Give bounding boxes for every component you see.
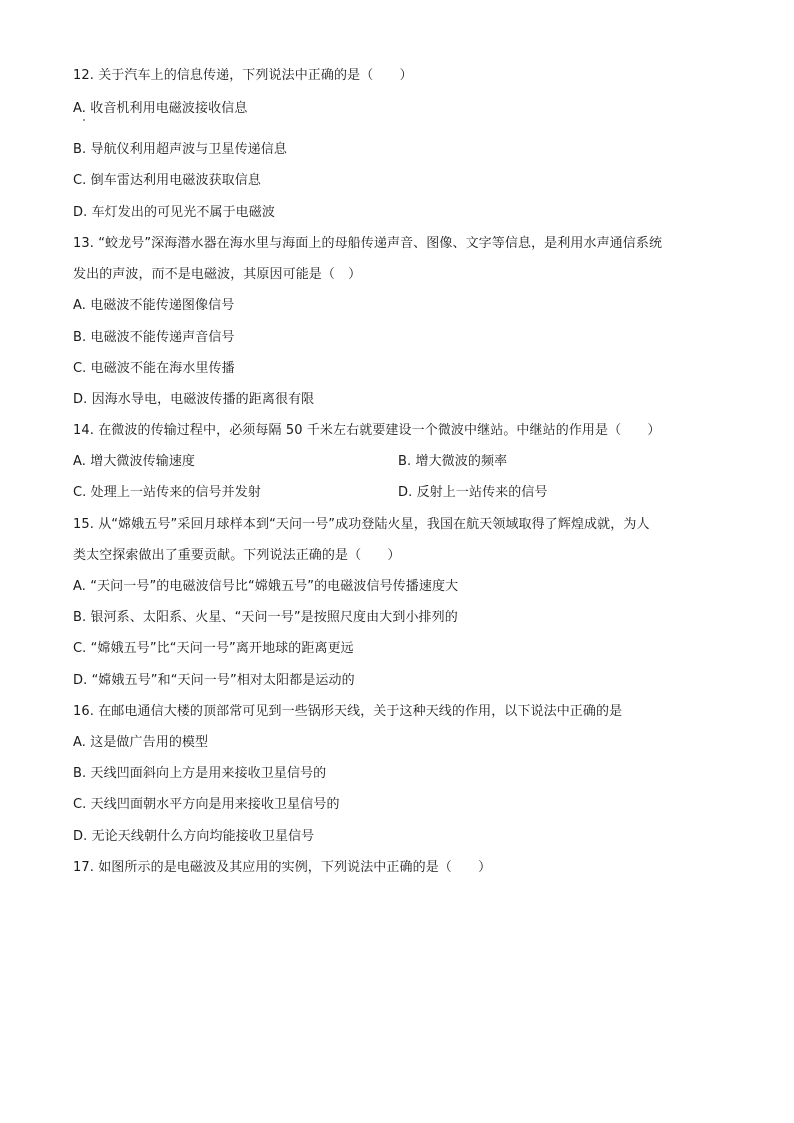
question-15-stem-line-1: 15. 从“嫦娥五号”采回月球样本到“天问一号”成功登陆火星，我国在航天领域取得了辉煌成就，为人 (73, 517, 650, 532)
question-12-option-d: D. 车灯发出的可见光不属于电磁波 (73, 205, 275, 220)
question-15-stem-line-2: 类太空探索做出了重要贡献。下列说法正确的是（ ） (73, 548, 401, 563)
question-14-option-b: B. 增大微波的频率 (398, 454, 508, 469)
stray-dot (83, 119, 85, 121)
question-14-option-c: C. 处理上一站传来的信号并发射 (73, 485, 261, 500)
question-12-option-c: C. 倒车雷达利用电磁波获取信息 (73, 173, 261, 188)
question-13-option-d: D. 因海水导电，电磁波传播的距离很有限 (73, 392, 315, 407)
question-14-option-d: D. 反射上一站传来的信号 (398, 485, 548, 500)
question-15-option-c: C. “嫦娥五号”比“天问一号”离开地球的距离更远 (73, 641, 354, 656)
question-12-option-b: B. 导航仪利用超声波与卫星传递信息 (73, 142, 287, 157)
question-16-option-a: A. 这是做广告用的模型 (73, 735, 209, 750)
question-16-stem: 16. 在邮电通信大楼的顶部常可见到一些锅形天线，关于这种天线的作用，以下说法中正确的是 (73, 704, 623, 719)
question-13-option-b: B. 电磁波不能传递声音信号 (73, 330, 235, 345)
question-15-option-a: A. “天问一号”的电磁波信号比“嫦娥五号”的电磁波信号传播速度大 (73, 579, 459, 594)
question-17-stem: 17. 如图所示的是电磁波及其应用的实例，下列说法中正确的是（ ） (73, 860, 492, 875)
question-13-option-c: C. 电磁波不能在海水里传播 (73, 361, 235, 376)
question-13-stem-line-2: 发出的声波，而不是电磁波，其原因可能是（ ） (73, 267, 362, 282)
question-16-option-b: B. 天线凹面斜向上方是用来接收卫星信号的 (73, 766, 327, 781)
question-13-stem-line-1: 13. “蛟龙号”深海潜水器在海水里与海面上的母船传递声音、图像、文字等信息，是利用水声通信系统 (73, 236, 663, 251)
question-12-stem: 12. 关于汽车上的信息传递，下列说法中正确的是（ ） (73, 68, 413, 83)
question-16-option-d: D. 无论天线朝什么方向均能接收卫星信号 (73, 829, 315, 844)
question-13-option-a: A. 电磁波不能传递图像信号 (73, 298, 235, 313)
question-14-stem: 14. 在微波的传输过程中，必须每隔 50 千米左右就要建设一个微波中继站。中继站的作用是（ ） (73, 423, 661, 438)
question-14-option-a: A. 增大微波传输速度 (73, 454, 196, 469)
question-12-option-a: A. 收音机利用电磁波接收信息 (73, 101, 248, 116)
question-16-option-c: C. 天线凹面朝水平方向是用来接收卫星信号的 (73, 797, 340, 812)
question-15-option-b: B. 银河系、太阳系、火星、“天问一号”是按照尺度由大到小排列的 (73, 610, 458, 625)
question-15-option-d: D. “嫦娥五号”和“天问一号”相对太阳都是运动的 (73, 673, 355, 688)
